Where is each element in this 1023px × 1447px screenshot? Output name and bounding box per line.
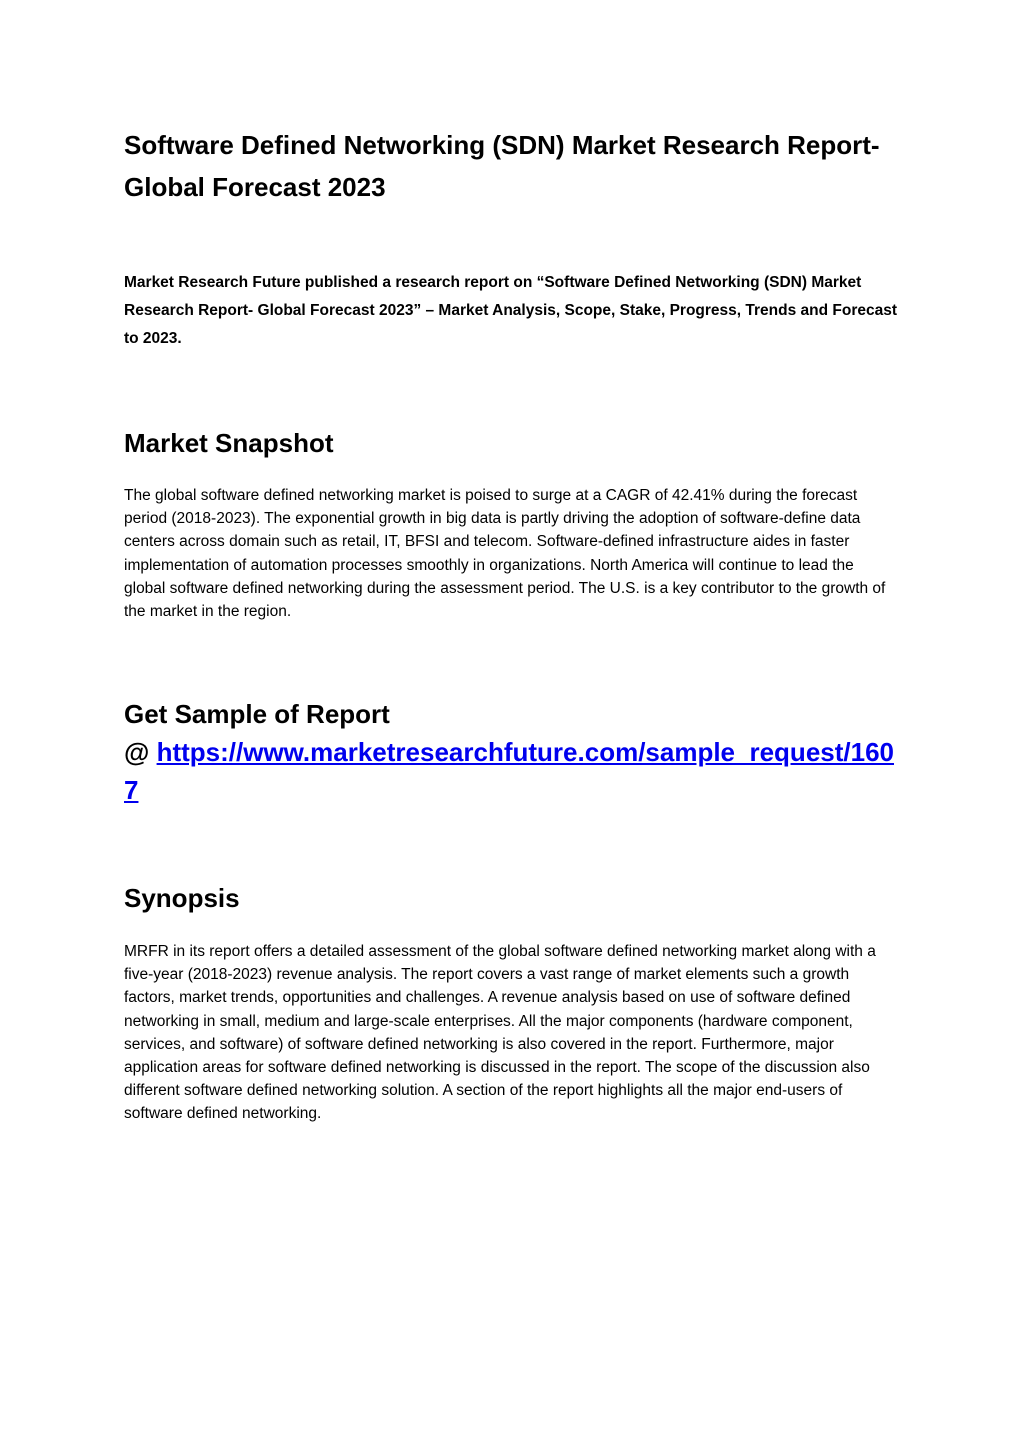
sample-request-link[interactable]: https://www.marketresearchfuture.com/sample_request/1607 [124,737,894,805]
market-snapshot-heading: Market Snapshot [124,428,334,458]
synopsis-paragraph: MRFR in its report offers a detailed assessment of the global software defined networking market along with a five-year (2018-2023) revenue analysis. The report covers a vast range of market elements such a growth factors, market trends, opportunities and challenges. A revenue analysis based on use of software defined networking in small, medium and large-scale enterprises. All the major components (hardware component, services, and software) of software defined networking is also covered in the report. Furthermore, major application areas for software defined networking is discussed in the report. The scope of the discussion also different software defined networking solution. A section of the report highlights all the major end-users of software defined networking. [124,943,876,1123]
synopsis-heading: Synopsis [124,883,240,913]
market-snapshot-paragraph: The global software defined networking market is poised to surge at a CAGR of 42.41% during the forecast period (2018-2023). The exponential growth in big data is partly driving the adoption of software-define data centers across domain such as retail, IT, BFSI and telecom. Software-defined infrastructure aides in faster implementation of automation processes smoothly in organizations. North America will continue to lead the global software defined networking during the assessment period. The U.S. is a key contributor to the growth of the market in the region. [124,487,886,621]
document-title: Software Defined Networking (SDN) Market Research Report- Global Forecast 2023 [124,130,880,202]
sample-link-prefix: @ [124,737,157,767]
intro-paragraph: Market Research Future published a research report on “Software Defined Networking (SDN) Market Research Report- Global Forecast 2023” – Market Analysis, Scope, Stake, Progress, Trends and Forecast to 2023. [124,274,898,347]
sample-link-line [124,733,899,809]
sample-heading: Get Sample of Report [124,699,390,729]
